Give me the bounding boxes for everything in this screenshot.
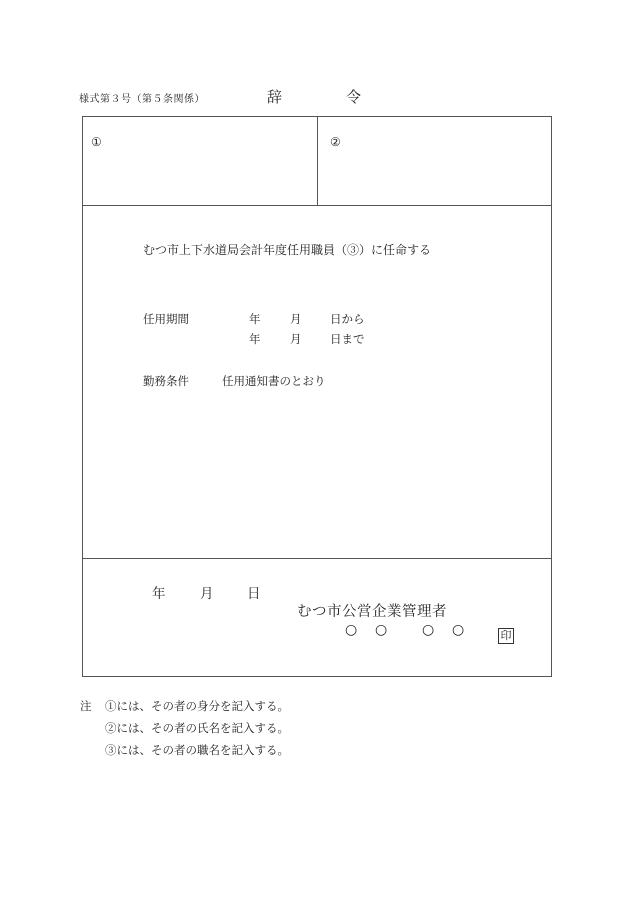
note-item: ①には、その者の身分を記入する。 bbox=[105, 699, 289, 713]
term-end-day: 日まで bbox=[330, 332, 365, 346]
name-box-mark: ② bbox=[330, 135, 341, 149]
note-item: ②には、その者の氏名を記入する。 bbox=[105, 721, 289, 735]
term-end-year: 年 bbox=[249, 332, 261, 346]
document-title-char-2: 令 bbox=[346, 88, 362, 106]
note-item: ③には、その者の職名を記入する。 bbox=[105, 743, 289, 757]
term-label: 任用期間 bbox=[143, 312, 189, 326]
name-placeholder: ○ bbox=[345, 622, 358, 638]
top-box-divider bbox=[317, 117, 318, 205]
issue-date-day: 日 bbox=[247, 586, 261, 602]
top-section-divider bbox=[83, 205, 551, 206]
footer-section-divider bbox=[83, 558, 551, 559]
term-start-month: 月 bbox=[290, 312, 302, 326]
term-start-day: 日から bbox=[330, 312, 365, 326]
term-end-month: 月 bbox=[290, 332, 302, 346]
status-box-mark: ① bbox=[91, 135, 102, 149]
name-placeholder: ○ bbox=[452, 622, 465, 638]
issue-date-month: 月 bbox=[200, 586, 214, 602]
conditions-label: 勤務条件 bbox=[143, 374, 189, 388]
term-start-year: 年 bbox=[249, 312, 261, 326]
issuer-title: むつ市公営企業管理者 bbox=[297, 604, 447, 620]
conditions-value: 任用通知書のとおり bbox=[222, 374, 326, 388]
appointment-sentence: むつ市上下水道局会計年度任用職員（③）に任命する bbox=[143, 243, 432, 257]
document-title-char-1: 辞 bbox=[267, 88, 283, 106]
notes-prefix: 注 bbox=[80, 699, 92, 713]
name-placeholder: ○ bbox=[422, 622, 435, 638]
seal-mark: 印 bbox=[498, 628, 514, 644]
name-placeholder: ○ bbox=[375, 622, 388, 638]
form-number: 様式第３号（第５条関係） bbox=[79, 94, 205, 105]
issue-date-year: 年 bbox=[152, 586, 166, 602]
